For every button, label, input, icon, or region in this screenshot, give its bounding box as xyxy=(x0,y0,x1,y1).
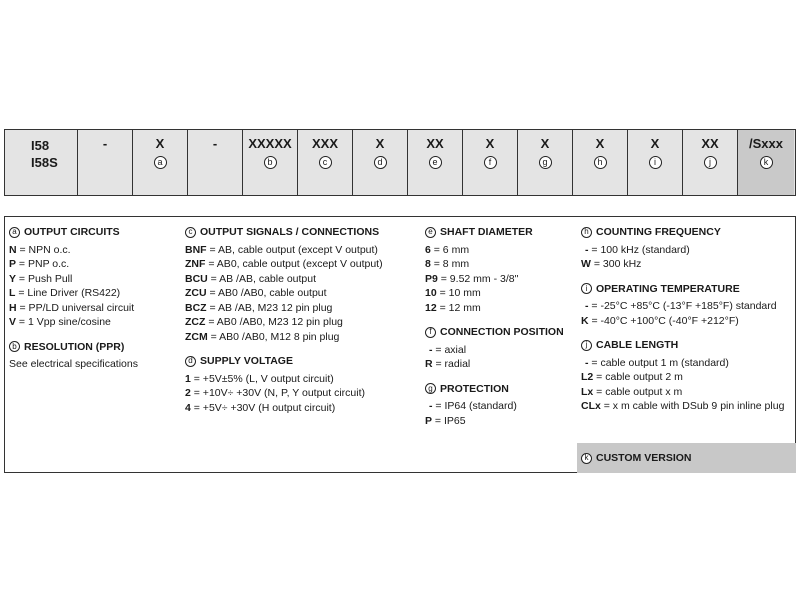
legend-section-h xyxy=(581,225,793,272)
legend-row-key: BNF xyxy=(185,243,207,256)
legend-row-text: = cable output 1 m (standard) xyxy=(588,356,729,369)
legend-row-text: = AB0 /AB0, M23 12 pin plug xyxy=(205,316,343,328)
legend-row-key: 10 xyxy=(425,287,437,299)
legend-section-j xyxy=(581,338,793,414)
code-segment xyxy=(738,130,794,195)
legend-row-text: See electrical specifications xyxy=(9,358,138,370)
legend-row-text: = -25°C +85°C (-13°F +185°F) standard xyxy=(588,300,777,312)
legend-row xyxy=(9,257,181,272)
section-title xyxy=(9,225,181,240)
code-segment xyxy=(243,130,298,195)
legend-row-key: ZNF xyxy=(185,258,206,270)
legend-row xyxy=(581,257,793,272)
legend-section-a xyxy=(9,225,181,330)
section-title-text: COUNTING FREQUENCY xyxy=(596,226,721,238)
legend-row xyxy=(185,330,415,345)
legend-row-text: = Line Driver (RS422) xyxy=(15,287,121,299)
section-title xyxy=(425,325,575,340)
custom-version-row xyxy=(577,443,796,473)
section-title-text: OUTPUT SIGNALS / CONNECTIONS xyxy=(200,226,380,238)
code-letter-marker: h xyxy=(594,156,607,169)
legend-row-text: = IP64 (standard) xyxy=(432,400,517,412)
legend-row-key: CLx xyxy=(581,400,601,412)
legend-row-text: = IP65 xyxy=(432,414,466,427)
section-title xyxy=(425,225,575,240)
code-segment-text: /Sxxx xyxy=(749,136,783,151)
section-title xyxy=(185,354,415,369)
legend-row xyxy=(185,257,415,272)
custom-version-title: CUSTOM VERSION xyxy=(596,452,692,464)
code-segment-text: - xyxy=(212,136,218,151)
legend-row xyxy=(9,357,181,372)
code-letter-marker: g xyxy=(539,156,552,169)
legend-row-text: = AB, cable output (except V output) xyxy=(206,243,378,256)
legend-section-f xyxy=(425,325,575,372)
legend-row xyxy=(581,299,793,314)
legend-row-text: = +5V÷ +30V (H output circuit) xyxy=(190,401,336,414)
code-segment xyxy=(573,130,628,195)
legend-section-c xyxy=(185,225,415,344)
legend-row-text: = AB /AB, cable output xyxy=(207,272,317,285)
code-letter-marker: i xyxy=(649,156,662,169)
code-segment xyxy=(683,130,738,195)
code-segment xyxy=(628,130,683,195)
legend-row-key: 2 xyxy=(185,387,191,399)
legend-row-text: = AB /AB, M23 12 pin plug xyxy=(206,301,333,314)
legend-row-key: L2 xyxy=(581,371,594,383)
code-letter-marker: e xyxy=(429,156,442,169)
legend-row xyxy=(9,272,181,287)
legend-row-text: = AB0 /AB0, M12 8 pin plug xyxy=(207,330,340,343)
legend-row xyxy=(9,286,181,301)
code-segment xyxy=(133,130,188,195)
legend-row-text: = AB0, cable output (except V output) xyxy=(205,258,383,270)
code-segment xyxy=(78,130,133,195)
section-title xyxy=(425,382,575,397)
legend-row-text: = cable output 2 m xyxy=(593,371,683,383)
code-segment-text: X xyxy=(485,136,495,151)
legend-row-text: = 9.52 mm - 3/8" xyxy=(437,272,519,285)
section-letter-marker: e xyxy=(425,227,436,238)
legend-row-key: R xyxy=(425,358,433,370)
section-letter-marker: d xyxy=(185,356,196,367)
legend-row xyxy=(185,315,415,330)
legend-row-text: = 12 mm xyxy=(436,301,481,314)
legend-row-key: BCZ xyxy=(185,301,207,314)
section-title-text: OUTPUT CIRCUITS xyxy=(24,226,120,238)
code-letter-marker: a xyxy=(154,156,167,169)
section-letter-marker: b xyxy=(9,341,20,352)
legend-row-text: = cable output x m xyxy=(593,385,683,398)
legend-row-key: BCU xyxy=(185,272,208,285)
legend-row xyxy=(581,385,793,400)
legend-row-key: ZCU xyxy=(185,287,207,299)
code-segment-text: X xyxy=(375,136,385,151)
section-title xyxy=(581,338,793,353)
legend-row xyxy=(425,399,575,414)
legend-column-3 xyxy=(425,225,575,438)
legend-row-key: W xyxy=(581,258,591,270)
legend-column-4 xyxy=(581,225,793,424)
legend-row xyxy=(581,356,793,371)
code-letter-marker: j xyxy=(704,156,717,169)
section-letter-marker: a xyxy=(9,227,20,238)
legend-section-i xyxy=(581,282,793,329)
legend-row-text: = +10V÷ +30V (N, P, Y output circuit) xyxy=(190,387,366,399)
legend-row-text: = 100 kHz (standard) xyxy=(588,243,690,256)
legend-row xyxy=(185,386,415,401)
section-title-text: SUPPLY VOLTAGE xyxy=(200,355,293,367)
code-letter-marker: c xyxy=(319,156,332,169)
legend-row xyxy=(425,272,575,287)
legend-row-key: K xyxy=(581,314,589,327)
legend-row-key: - xyxy=(585,300,589,312)
code-segment-text: X xyxy=(595,136,605,151)
legend-row-key: - xyxy=(585,356,589,369)
legend-row xyxy=(425,301,575,316)
legend-row-text: = x m cable with DSub 9 pin inline plug xyxy=(600,400,785,412)
legend-row-text: = NPN o.c. xyxy=(16,243,71,256)
legend-row xyxy=(425,257,575,272)
section-letter-marker: i xyxy=(581,283,592,294)
section-title-text: CABLE LENGTH xyxy=(596,339,679,351)
section-title-text: SHAFT DIAMETER xyxy=(440,226,533,238)
section-title-text: CONNECTION POSITION xyxy=(440,326,564,338)
ordering-code-legend xyxy=(4,216,796,473)
legend-row-text: = axial xyxy=(432,343,467,356)
legend-section-d xyxy=(185,354,415,415)
code-segment-text: XXX xyxy=(311,136,338,151)
letter-k-marker: k xyxy=(581,453,592,464)
legend-row-key: 8 xyxy=(425,258,431,270)
legend-row xyxy=(185,372,415,387)
legend-row xyxy=(581,314,793,329)
legend-row xyxy=(185,286,415,301)
section-title xyxy=(581,225,793,240)
legend-row-key: 12 xyxy=(425,301,437,314)
legend-row xyxy=(185,301,415,316)
section-title xyxy=(9,340,181,355)
legend-row-text: = PP/LD universal circuit xyxy=(16,301,135,314)
code-segment-text: I58 xyxy=(31,138,50,153)
legend-row-text: = 1 Vpp sine/cosine xyxy=(16,316,111,328)
legend-row-text: = 300 kHz xyxy=(590,258,642,270)
section-letter-marker: g xyxy=(425,383,436,394)
legend-row-text: = 8 mm xyxy=(430,258,470,270)
code-letter-marker: b xyxy=(264,156,277,169)
legend-row xyxy=(185,243,415,258)
section-title-text: RESOLUTION (PPR) xyxy=(24,340,125,353)
code-segment xyxy=(5,130,78,195)
code-segment-text: XX xyxy=(426,136,444,151)
legend-row xyxy=(581,399,793,414)
legend-section-g xyxy=(425,382,575,429)
legend-row xyxy=(9,301,181,316)
section-title xyxy=(185,225,415,240)
legend-row-text: = 6 mm xyxy=(430,243,470,256)
legend-row xyxy=(425,357,575,372)
code-segment xyxy=(408,130,463,195)
legend-row xyxy=(185,401,415,416)
legend-section-b xyxy=(9,340,181,372)
legend-row xyxy=(9,243,181,258)
legend-row-key: 6 xyxy=(425,243,431,256)
ordering-code-bar xyxy=(4,129,796,196)
legend-row-key: ZCZ xyxy=(185,316,206,328)
legend-row xyxy=(425,286,575,301)
code-letter-marker: d xyxy=(374,156,387,169)
legend-row-key: P9 xyxy=(425,272,438,285)
legend-row-key: 4 xyxy=(185,401,191,414)
code-segment-text: X xyxy=(540,136,550,151)
legend-row-key: L xyxy=(9,287,16,299)
legend-row xyxy=(9,315,181,330)
legend-row xyxy=(581,370,793,385)
section-letter-marker: j xyxy=(581,340,592,351)
section-letter-marker: c xyxy=(185,227,196,238)
legend-row-text: = +5V±5% (L, V output circuit) xyxy=(190,372,334,385)
section-letter-marker: f xyxy=(425,327,436,338)
legend-row-text: = Push Pull xyxy=(16,272,73,285)
code-segment-text: X xyxy=(650,136,660,151)
legend-row xyxy=(581,243,793,258)
legend-row xyxy=(185,272,415,287)
legend-row-text: = radial xyxy=(432,358,471,370)
legend-row-key: P xyxy=(9,258,17,270)
legend-row-text: = AB0 /AB0, cable output xyxy=(206,287,327,299)
code-segment xyxy=(463,130,518,195)
legend-row xyxy=(425,414,575,429)
legend-row-key: N xyxy=(9,243,17,256)
legend-column-2 xyxy=(185,225,415,425)
code-segment xyxy=(518,130,573,195)
code-segment-text: I58S xyxy=(31,155,58,170)
code-letter-marker: f xyxy=(484,156,497,169)
code-segment-text: - xyxy=(102,136,108,151)
legend-section-e xyxy=(425,225,575,315)
legend-row-key: ZCM xyxy=(185,330,208,343)
legend-row-key: Lx xyxy=(581,385,594,398)
legend-row-key: V xyxy=(9,316,17,328)
legend-row-key: - xyxy=(429,343,433,356)
code-segment xyxy=(188,130,243,195)
section-title-text: OPERATING TEMPERATURE xyxy=(596,282,740,295)
legend-row-text: = 10 mm xyxy=(436,287,481,299)
legend-row-text: = -40°C +100°C (-40°F +212°F) xyxy=(588,314,739,327)
legend-row-key: P xyxy=(425,414,433,427)
code-segment xyxy=(353,130,408,195)
code-letter-marker: k xyxy=(760,156,773,169)
code-segment-text: X xyxy=(155,136,165,151)
legend-row xyxy=(425,343,575,358)
legend-row-key: - xyxy=(585,243,589,256)
legend-row-key: 1 xyxy=(185,372,191,385)
legend-row-text: = PNP o.c. xyxy=(16,258,70,270)
section-title-text: PROTECTION xyxy=(440,382,509,395)
code-segment-text: XXXXX xyxy=(248,136,292,151)
legend-row xyxy=(425,243,575,258)
code-segment-text: XX xyxy=(701,136,719,151)
legend-row-key: Y xyxy=(9,272,17,285)
code-segment xyxy=(298,130,353,195)
section-letter-marker: h xyxy=(581,227,592,238)
legend-row-key: H xyxy=(9,301,17,314)
legend-row-key: - xyxy=(429,400,433,412)
legend-column-1 xyxy=(9,225,181,382)
section-title xyxy=(581,282,793,297)
